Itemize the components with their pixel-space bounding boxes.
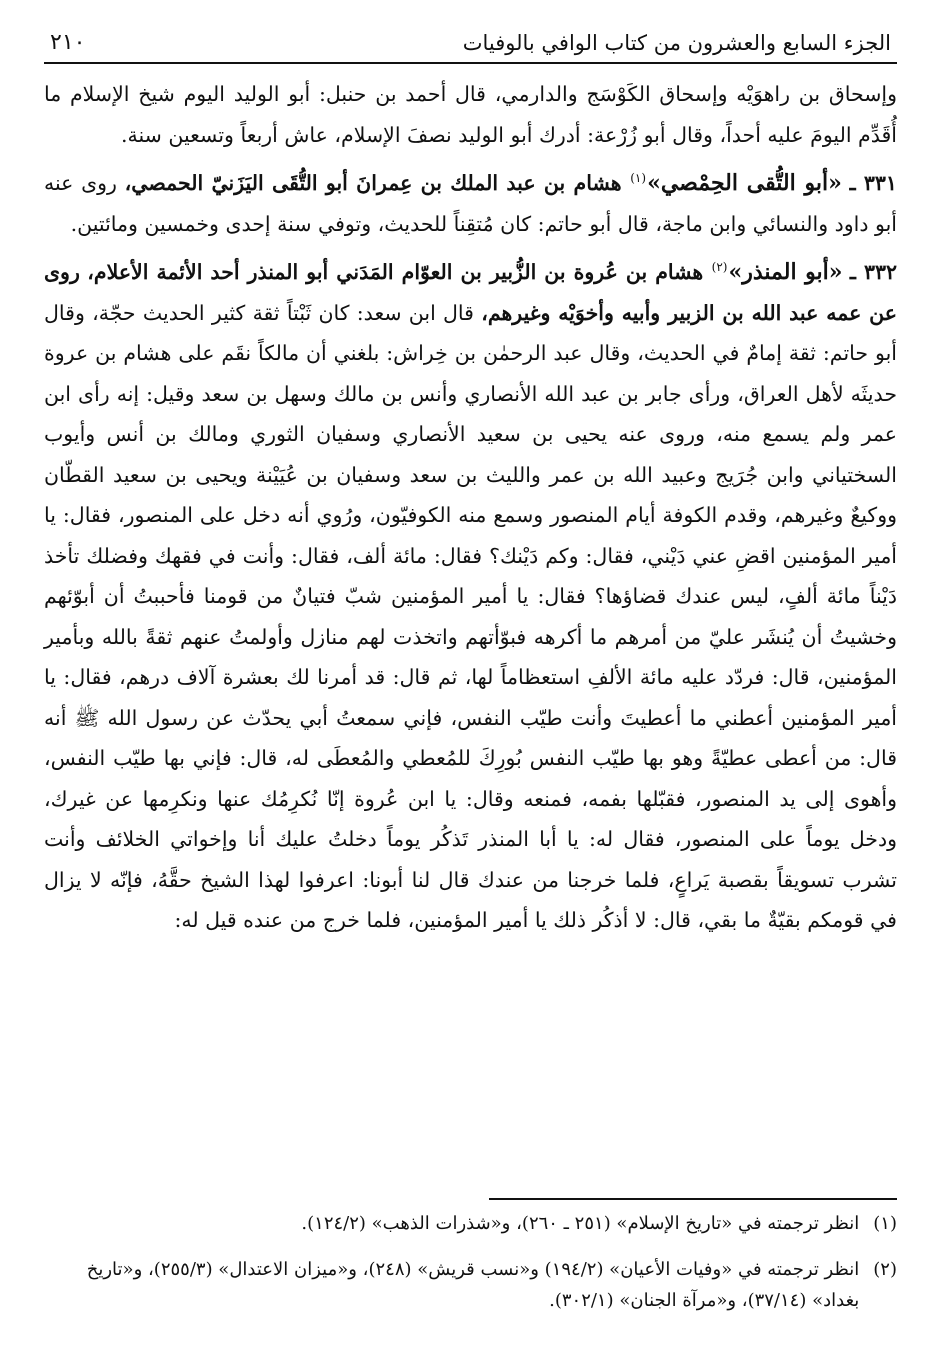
entry-text: روى عنه أبو داود والنسائي وابن ماجة، قال أبو حاتم: كان مُتقِناً للحديث، وتوفي سنة إحدى وخمسين ومائتين. <box>44 171 897 236</box>
footnote-text: انظر ترجمته في «وفيات الأعيان» (١٩٤/٢) و«نسب قريش» (٢٤٨)، و«ميزان الاعتدال» (٢٥٥/٣)، و«تاريخ بغداد» (٣٧/١٤)، و«مرآة الجنان» (٣٠٢/١). <box>86 1259 860 1311</box>
page-number: ٢١٠ <box>50 30 86 55</box>
footnote-item <box>44 1208 897 1239</box>
entry-331 <box>44 163 897 244</box>
entry-text: قال ابن سعد: كان ثَبْتاً ثقة كثير الحديث حجّة، وقال أبو حاتم: ثقة إمامٌ في الحديث، وقال عبد الرحمٰن بن خِراش: بلغني أن مالكاً نقَم على هشام بن عروة حديثَه لأهل العراق، ورأى جابر بن عبد الله الأنصاري وأنس بن مالك وسهل بن سعد وقيل: إنه رأى ابن عمر ولم يسمع منه، وروى عنه يحيى بن سعيد الأنصاري وسفيان الثوري ومالك بن أنس وأيوب السختياني وابن جُرَيج وعبيد الله بن عمر والليث بن سعد وسفيان بن عُيَيْنة ويحيى بن سعيد القطّان ووكيعٌ وغيرهم، وقدم الكوفة أيام المنصور وسمع منه الكوفيّون، ورُوي أنه دخل على المنصور، فقال: يا أمير المؤمنين اقضِ عني دَيْني، فقال: وكم دَيْنك؟ فقال: مائة ألف، فقال: وأنت في فقهك وفضلك تأخذ دَيْناً مائة ألفٍ، ليس عندك قضاؤها؟ فقال: يا أمير المؤمنين شبّ فتيانٌ من قومنا فأحببتُ أن أبوّئهم وخشيتُ أن يُنشَر عليّ من أمرهم ما أكرهه فبوّأتهم واتخذت لهم منازل وأولمتُ عنهم ثقةً بالله وبأمير المؤمنين، قال: فردّد عليه مائة الألفِ استعظاماً لها، ثم قال: قد أمرنا لك بعشرة آلاف درهم، فقال: يا أمير المؤمنين أعطني ما أعطيتَ وأنت طيّب النفس، فإني سمعتُ أبي يحدّث عن رسول الله ﷺ أنه قال: من أعطى عطيّةً وهو بها طيّب النفس بُورِكَ للمُعطي والمُعطَى له، قال: فإني بها طيّب النفس، وأهوى إلى يد المنصور، فقبّلها بفمه، فمنعه وقال: يا ابن عُروة إنّا نُكرِمُك عنها ونكرِمها عن غيرك، ودخل يوماً على المنصور، فقال له: يا أبا المنذر تَذكُر يوماً دخلتُ عليك أنا وإخواتي الخلائف وأنت تشرب تسويقاً بقصبة يَراعٍ، فلما خرجنا من عندك قال لنا أبونا: اعرفوا لهذا الشيخ حقَّهُ، فإنّه لا يزال في قومكم بقيّةٌ ما بقي، قال: لا أذكُر ذلك يا أمير المؤمنين، فلما خرج من عنده قيل له: <box>44 300 897 932</box>
entry-title: «أبو المنذر» <box>728 259 843 285</box>
footnote-reference: (٢) <box>711 260 728 275</box>
entry-bold-run: روى عن عمه عبد الله بن الزبير وأبيه وأخوَيْه وغيرهم، <box>44 260 898 325</box>
main-text <box>44 74 897 941</box>
footnote-divider <box>489 1198 897 1200</box>
running-header <box>44 28 897 64</box>
paragraph-continuation: وإسحاق بن راهوَيْه وإسحاق الكَوْسَج والدارمي، قال أحمد بن حنبل: أبو الوليد اليوم شيخ الإسلام ما أُقَدِّم اليومَ عليه أحداً، وقال أبو زُرْعة: أدرك أبو الوليد نصفَ الإسلام، عاش أربعاً وتسعين سنة. <box>44 82 897 147</box>
entry-name: هشام بن عبد الملك بن عِمرانَ أبو التُّقَى اليَزَنيّ الحمصي، <box>124 171 622 195</box>
footnote-item <box>44 1254 897 1316</box>
footnote-text: انظر ترجمته في «تاريخ الإسلام» (٢٥١ ـ ٢٦٠)، و«شذرات الذهب» (١٢٤/٢). <box>301 1213 860 1234</box>
entry-number: ٣٣٢ ـ <box>849 260 897 284</box>
entry-number: ٣٣١ ـ <box>849 171 897 195</box>
running-title: الجزء السابع والعشرون من كتاب الوافي بالوفيات <box>462 31 891 55</box>
entry-332 <box>44 252 897 941</box>
footnote-number: (٢) <box>873 1259 897 1280</box>
entry-title: «أبو التُّقى الحِمْصي» <box>647 170 842 196</box>
footnote-number: (١) <box>873 1213 897 1234</box>
book-page <box>44 28 897 1370</box>
footnotes <box>44 1208 897 1331</box>
entry-name: هشام بن عُروة بن الزُّبير بن العوّام المَدَني أبو المنذر أحد الأئمة الأعلام، <box>87 260 704 284</box>
footnote-reference: (١) <box>630 171 647 186</box>
